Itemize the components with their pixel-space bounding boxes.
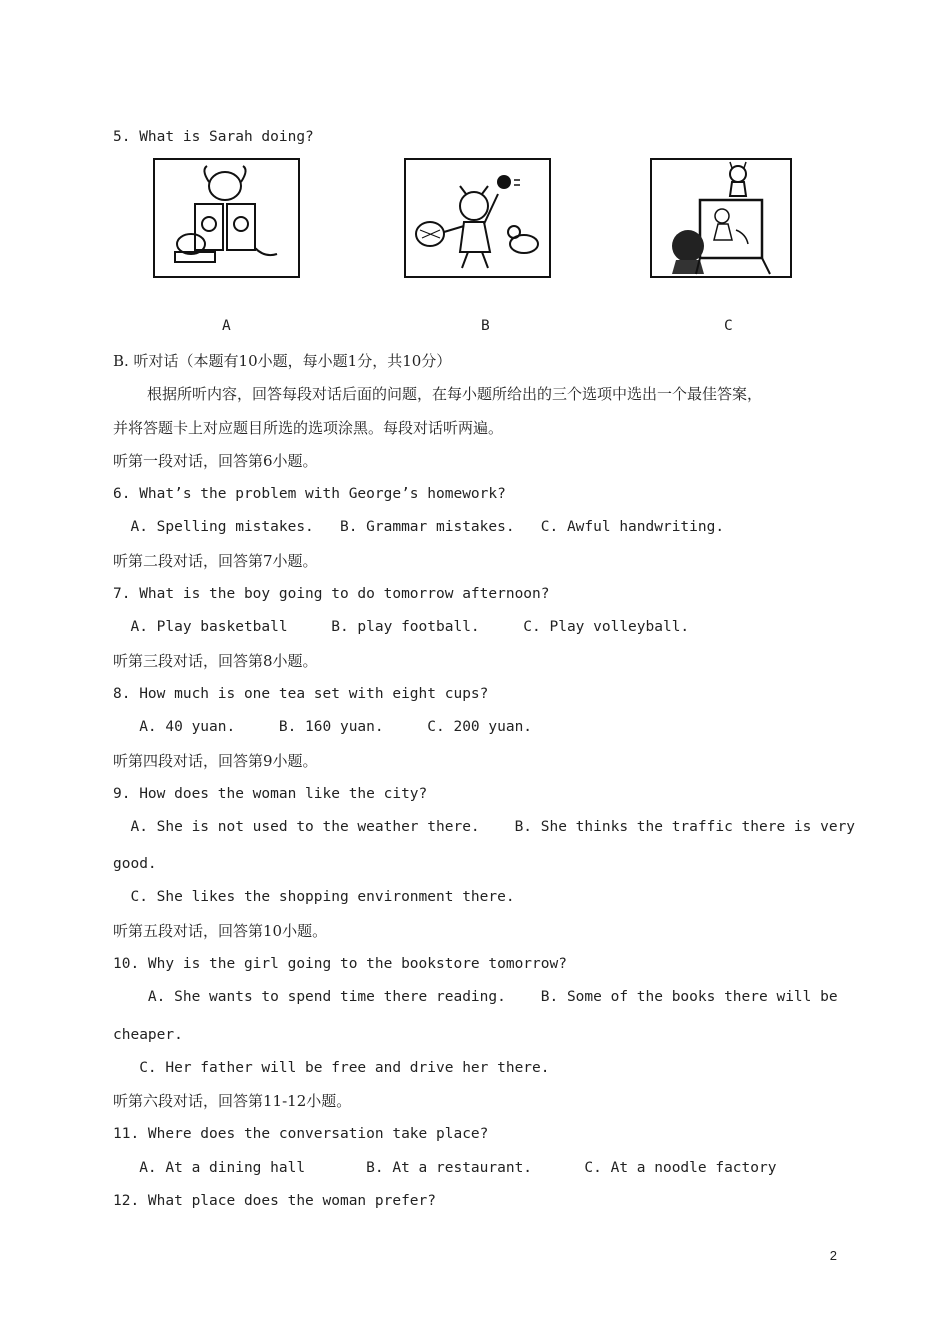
question-9: 9. How does the woman like the city? [113, 786, 428, 802]
question-5: 5. What is Sarah doing? [113, 129, 314, 145]
section-b-instruction-2: 并将答题卡上对应题目所选的选项涂黑。每段对话听两遍。 [113, 419, 504, 437]
question-10-option-c: C. Her father will be free and drive her there. [113, 1060, 550, 1076]
girl-reading-icon [155, 160, 298, 276]
question-7: 7. What is the boy going to do tomorrow afternoon? [113, 586, 550, 602]
dialogue-1-heading: 听第一段对话，回答第6小题。 [113, 452, 318, 470]
question-6-options: A. Spelling mistakes. B. Grammar mistakes. C. Awful handwriting. [113, 519, 725, 535]
question-11: 11. Where does the conversation take place? [113, 1126, 489, 1142]
dialogue-5-heading: 听第五段对话，回答第10小题。 [113, 922, 328, 940]
question-7-options: A. Play basketball B. play football. C. Play volleyball. [113, 619, 690, 635]
dialogue-2-heading: 听第二段对话，回答第7小题。 [113, 552, 318, 570]
question-6: 6. What’s the problem with George’s homework? [113, 486, 506, 502]
question-11-options: A. At a dining hall B. At a restaurant. C. At a noodle factory [113, 1160, 777, 1176]
child-drawing-icon [652, 160, 790, 276]
section-b-instruction-1: 根据所听内容，回答每段对话后面的问题，在每小题所给出的三个选项中选出一个最佳答案， [147, 385, 763, 403]
page-number: 2 [829, 1248, 837, 1263]
question-9-option-c: C. She likes the shopping environment there. [113, 889, 515, 905]
girl-tennis-icon [406, 160, 549, 276]
picture-a-reading [153, 158, 300, 278]
picture-b-tennis [404, 158, 551, 278]
question-10: 10. Why is the girl going to the bookstore tomorrow? [113, 956, 567, 972]
picture-b-label: B [481, 318, 490, 334]
picture-c-label: C [724, 318, 733, 334]
question-9-options-ab-cont: good. [113, 856, 157, 872]
picture-c-drawing [650, 158, 792, 278]
question-12: 12. What place does the woman prefer? [113, 1193, 437, 1209]
question-8: 8. How much is one tea set with eight cups? [113, 686, 489, 702]
dialogue-6-heading: 听第六段对话，回答第11-12小题。 [113, 1092, 352, 1110]
question-10-options-ab: A. She wants to spend time there reading. B. Some of the books there will be [113, 989, 838, 1005]
question-10-options-ab-cont: cheaper. [113, 1027, 183, 1043]
question-8-options: A. 40 yuan. B. 160 yuan. C. 200 yuan. [113, 719, 533, 735]
dialogue-3-heading: 听第三段对话，回答第8小题。 [113, 652, 318, 670]
question-9-options-ab: A. She is not used to the weather there. B. She thinks the traffic there is very [113, 819, 856, 835]
dialogue-4-heading: 听第四段对话，回答第9小题。 [113, 752, 318, 770]
picture-a-label: A [222, 318, 231, 334]
section-b-heading: B. 听对话（本题有10小题，每小题1分，共10分） [113, 352, 452, 370]
